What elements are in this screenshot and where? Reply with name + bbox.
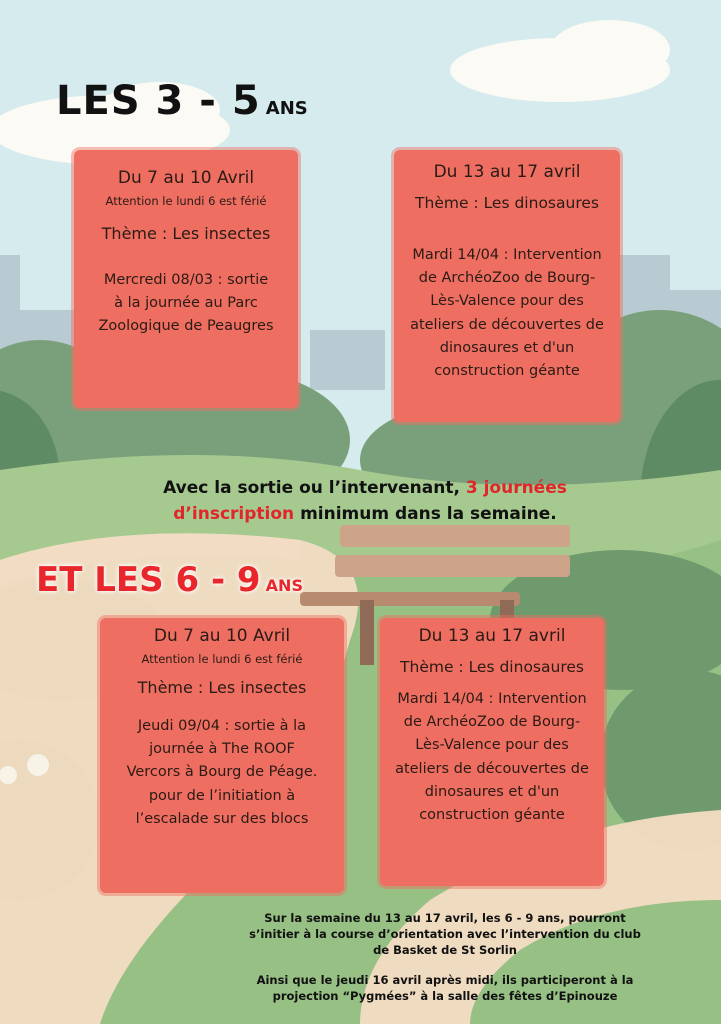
card-activity-line: pour de l’initiation à	[148, 787, 296, 804]
card-activity-line: de ArchéoZoo de Bourg-	[403, 714, 581, 731]
card-dates: Du 13 au 17 avril	[433, 162, 581, 182]
footer-line: Ainsi que le jeudi 16 avril après midi, ils participeront à la	[256, 973, 634, 987]
heading-main: LES 3 - 5	[56, 78, 261, 124]
card-6-9-week1	[100, 618, 344, 893]
notice-part2: minimum dans la semaine.	[300, 503, 557, 524]
footer-orientation	[215, 910, 675, 958]
footer-projection	[215, 972, 675, 1004]
card-activity-line: Lès-Valence pour des	[415, 737, 569, 754]
heading-suffix: ANS	[265, 98, 308, 119]
card-activity-line: construction géante	[434, 362, 580, 379]
card-activity-line: dinosaures et d'un	[424, 783, 560, 800]
card-dates: Du 7 au 10 Avril	[117, 168, 255, 188]
card-6-9-week2	[380, 618, 604, 886]
card-theme: Thème : Les dinosaures	[415, 194, 599, 212]
card-activity-line: Mardi 14/04 : Intervention	[412, 247, 602, 263]
card-dates: Du 7 au 10 Avril	[153, 626, 291, 646]
card-note: Attention le lundi 6 est férié	[105, 194, 267, 208]
card-dates: Du 13 au 17 avril	[418, 626, 566, 646]
footer-line: s’initier à la course d’orientation avec l’intervention du club	[249, 927, 641, 942]
section-6-9-heading	[36, 560, 303, 600]
card-activity-line: Zoologique de Peaugres	[98, 318, 274, 335]
card-activity-line: à la journée au Parc	[114, 295, 258, 312]
footer-line: de Basket de St Sorlin	[373, 943, 517, 958]
notice-part1: Avec la sortie ou l’intervenant,	[163, 478, 460, 498]
card-activity-line: Vercors à Bourg de Péage.	[126, 764, 318, 781]
card-activity-line: ateliers de découvertes de	[395, 760, 589, 777]
card-note: Attention le lundi 6 est férié	[141, 652, 303, 666]
card-activity-line: Mercredi 08/03 : sortie	[103, 272, 269, 288]
card-activity-line: journée à The ROOF	[149, 741, 295, 758]
notice-highlight2: d’inscription	[173, 503, 295, 524]
card-theme: Thème : Les dinosaures	[400, 658, 584, 676]
footer-line: projection “Pygmées” à la salle des fêtes d’Epinouze	[272, 989, 618, 1004]
heading-suffix: ANS	[265, 576, 303, 595]
card-theme: Thème : Les insectes	[101, 224, 271, 243]
heading-main: ET LES 6 - 9	[36, 560, 261, 600]
card-activity-line: l’escalade sur des blocs	[135, 810, 309, 827]
card-activity-line: dinosaures et d'un	[439, 339, 575, 356]
card-activity-line: construction géante	[419, 806, 565, 823]
card-activity-line: Jeudi 09/04 : sortie à la	[137, 718, 307, 734]
card-activity-line: de ArchéoZoo de Bourg-	[418, 270, 596, 287]
card-theme: Thème : Les insectes	[137, 678, 307, 697]
notice-highlight1: 3 journées	[465, 478, 567, 498]
registration-notice	[100, 476, 630, 527]
section-3-5-heading	[56, 78, 308, 124]
card-activity-line: Lès-Valence pour des	[430, 293, 584, 310]
card-activity-line: Mardi 14/04 : Intervention	[397, 691, 587, 707]
card-3-5-week1	[74, 150, 298, 408]
footer-line: Sur la semaine du 13 au 17 avril, les 6 - 9 ans, pourront	[264, 911, 626, 925]
card-3-5-week2	[394, 150, 620, 422]
card-activity-line: ateliers de découvertes de	[410, 316, 604, 333]
